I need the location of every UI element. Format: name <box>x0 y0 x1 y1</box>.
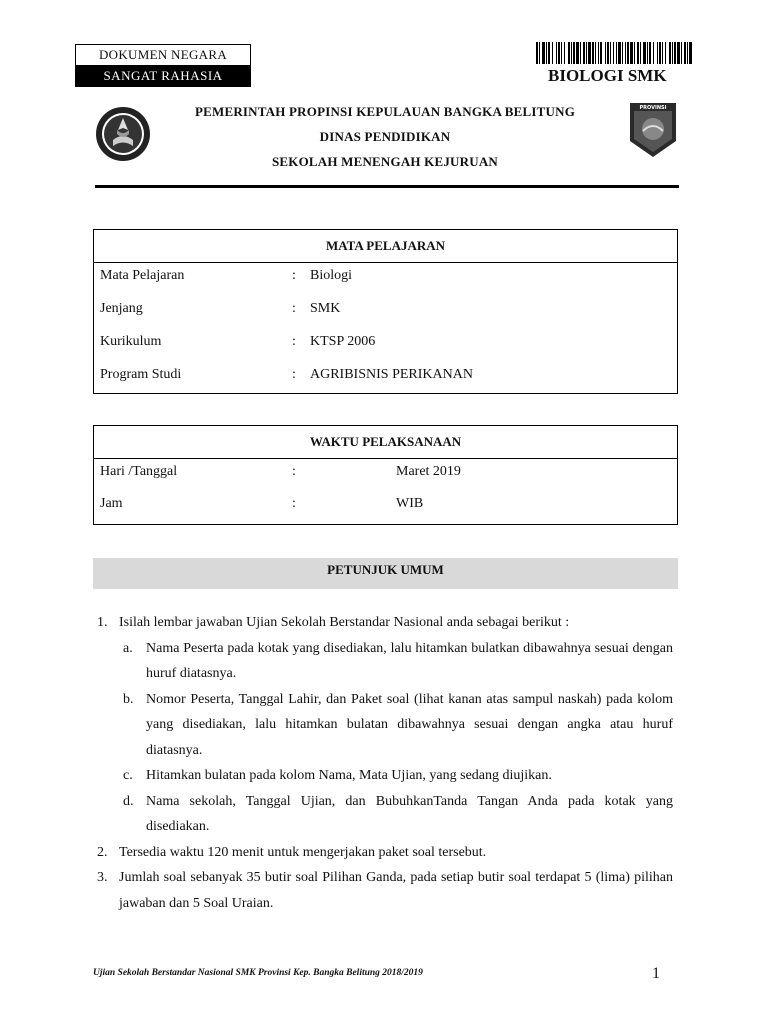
row-value: Biologi <box>310 268 353 283</box>
province-shield-icon <box>628 101 678 159</box>
list-item <box>97 610 673 840</box>
footer-text: Ujian Sekolah Berstandar Nasional SMK Provinsi Kep. Bangka Belitung 2018/2019 <box>93 968 423 978</box>
row-colon: : <box>292 464 296 479</box>
sub-item-letter: a. <box>123 640 133 656</box>
row-value: Maret 2019 <box>396 464 461 479</box>
sub-item-letter: d. <box>123 793 134 809</box>
ministry-logo-icon <box>95 106 151 162</box>
row-label: Hari /Tanggal <box>100 464 178 479</box>
mata-pelajaran-box <box>93 229 678 394</box>
badge-bottom-label: SANGAT RAHASIA <box>76 65 250 86</box>
item-number: 3. <box>97 870 108 885</box>
list-item <box>97 840 673 866</box>
row-label: Mata Pelajaran <box>100 268 185 283</box>
instruction-list <box>97 610 673 916</box>
shield-label: PROVINSI <box>639 105 667 111</box>
barcode-icon <box>536 42 692 64</box>
page-number: 1 <box>652 965 660 982</box>
row-colon: : <box>292 268 296 283</box>
row-colon: : <box>292 334 296 349</box>
sub-item <box>123 636 673 687</box>
waktu-pelaksanaan-box <box>93 425 678 525</box>
item-text: Isilah lembar jawaban Ujian Sekolah Berstandar Nasional anda sebagai berikut : <box>119 615 570 630</box>
item-number: 1. <box>97 615 108 630</box>
waktu-title: WAKTU PELAKSANAAN <box>94 426 677 459</box>
sub-item <box>123 687 673 764</box>
classification-badge <box>75 44 251 87</box>
sub-item-text: Hitamkan bulatan pada kolom Nama, Mata Ujian, yang sedang diujikan. <box>146 768 552 783</box>
row-value: WIB <box>396 496 424 511</box>
sub-item <box>123 763 673 789</box>
row-label: Jenjang <box>100 301 143 316</box>
institution-line-3: SEKOLAH MENENGAH KEJURUAN <box>271 154 499 169</box>
row-value: KTSP 2006 <box>310 334 376 349</box>
row-value: AGRIBISNIS PERIKANAN <box>310 367 473 382</box>
list-item <box>97 865 673 916</box>
row-colon: : <box>292 301 296 316</box>
mata-pelajaran-title: MATA PELAJARAN <box>94 230 677 263</box>
sub-item <box>123 789 673 840</box>
row-label: Program Studi <box>100 367 182 382</box>
header-divider <box>95 185 679 188</box>
item-text: Jumlah soal sebanyak 35 butir soal Pilihan Ganda, pada setiap butir soal terdapat 5 (lima) pilihan jawaban dan 5 Soal Uraian. <box>119 870 673 911</box>
petunjuk-title: PETUNJUK UMUM <box>93 558 678 589</box>
row-value: SMK <box>310 301 341 316</box>
sub-item-text: Nomor Peserta, Tanggal Lahir, dan Paket soal (lihat kanan atas sampul naskah) pada kolom yang disediakan, lalu hitamkan bulatan dibawahnya sesuai dengan angka atau huruf diatasnya. <box>146 691 673 758</box>
sub-item-text: Nama sekolah, Tanggal Ujian, dan BubuhkanTanda Tangan Anda pada kotak yang disediakan. <box>146 793 673 834</box>
badge-top-label: DOKUMEN NEGARA <box>98 47 228 62</box>
sub-item-letter: b. <box>123 691 134 707</box>
row-label: Kurikulum <box>100 334 162 349</box>
institution-line-2: DINAS PENDIDIKAN <box>319 129 451 144</box>
institution-line-1: PEMERINTAH PROPINSI KEPULAUAN BANGKA BELITUNG <box>194 104 576 119</box>
row-colon: : <box>292 367 296 382</box>
item-number: 2. <box>97 844 108 860</box>
subject-title: BIOLOGI SMK <box>548 66 667 85</box>
sub-item-text: Nama Peserta pada kotak yang disediakan, lalu hitamkan bulatkan dibawahnya sesuai dengan huruf diatasnya. <box>146 640 673 681</box>
sub-item-letter: c. <box>123 768 133 783</box>
row-label: Jam <box>100 496 123 511</box>
item-text: Tersedia waktu 120 menit untuk mengerjakan paket soal tersebut. <box>119 844 487 860</box>
row-colon: : <box>292 496 296 511</box>
